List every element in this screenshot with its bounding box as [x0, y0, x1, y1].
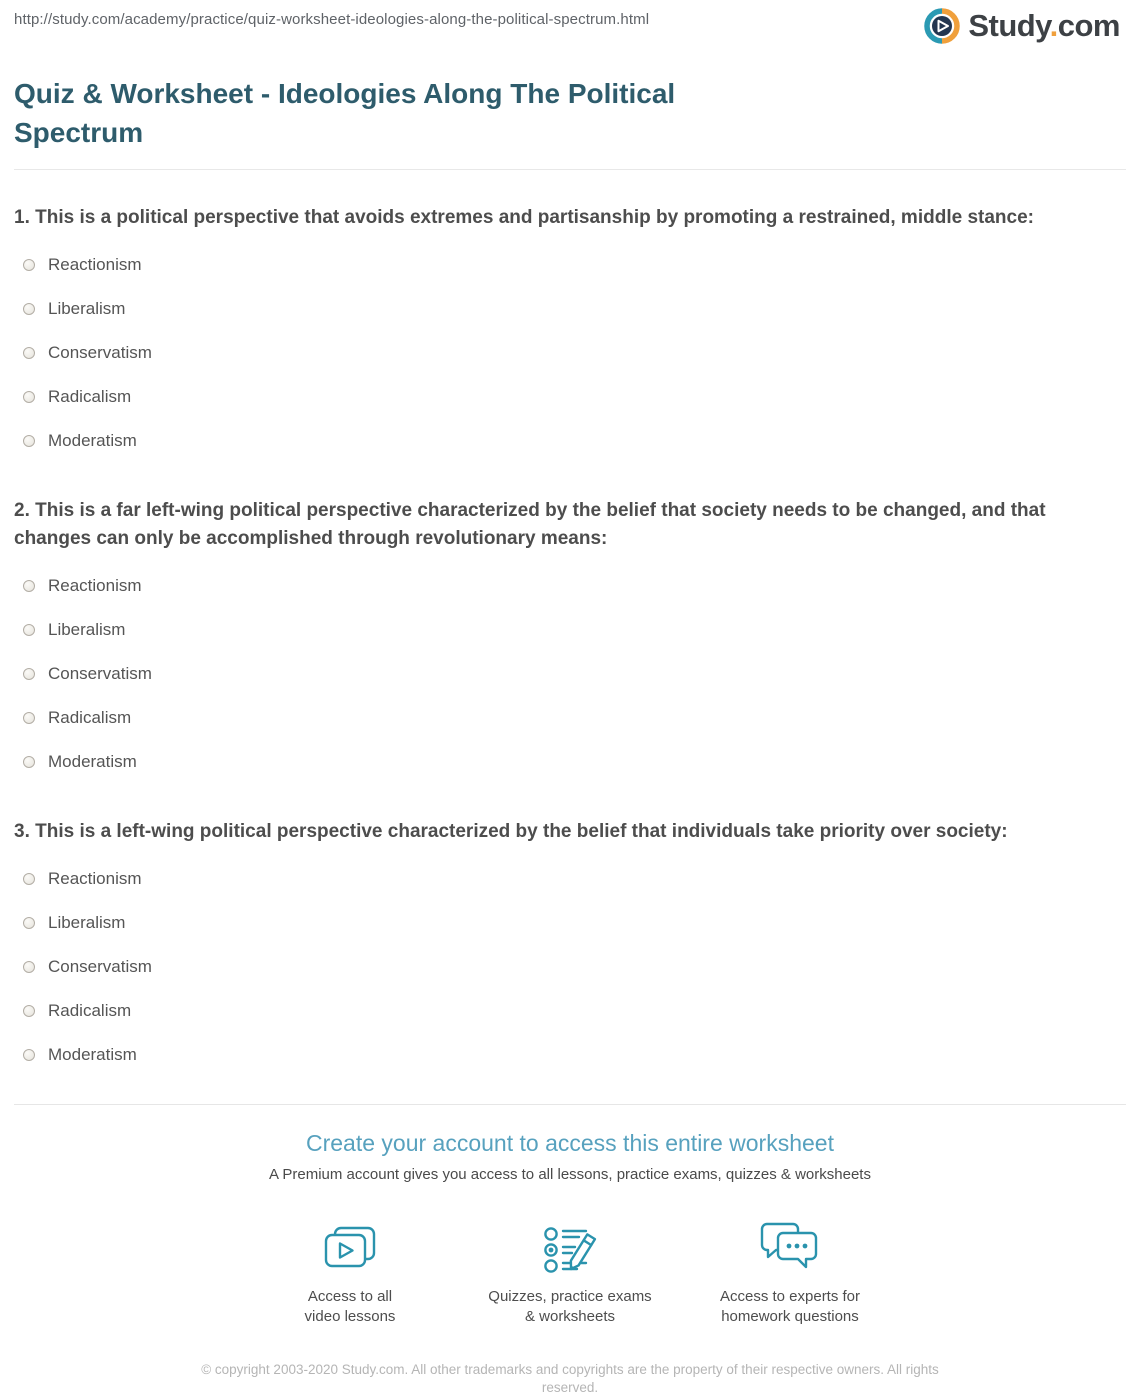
options-list	[14, 564, 1126, 784]
radio-button[interactable]	[23, 624, 35, 636]
cta-title: Create your account to access this entire worksheet	[306, 1130, 834, 1156]
option-row[interactable]	[14, 419, 1126, 463]
radio-button[interactable]	[23, 873, 35, 885]
feature-label: Access to all video lessons	[304, 1288, 396, 1325]
options-list	[14, 243, 1126, 463]
feature-label: Access to experts for homework questions	[719, 1288, 861, 1325]
video-lessons-icon	[240, 1221, 460, 1275]
option-label[interactable]: Conservatism	[48, 957, 152, 976]
option-label[interactable]: Radicalism	[48, 708, 132, 727]
cta-subtitle: A Premium account gives you access to all lessons, practice exams, quizzes & worksheets	[269, 1166, 871, 1183]
option-row[interactable]	[14, 331, 1126, 375]
radio-button[interactable]	[23, 435, 35, 447]
option-label[interactable]: Liberalism	[48, 620, 126, 639]
option-row[interactable]	[14, 989, 1126, 1033]
page-url: http://study.com/academy/practice/quiz-worksheet-ideologies-along-the-political-spectrum.html	[14, 11, 650, 28]
radio-button[interactable]	[23, 1049, 35, 1061]
radio-button[interactable]	[23, 961, 35, 973]
radio-button[interactable]	[23, 712, 35, 724]
option-row[interactable]	[14, 652, 1126, 696]
feature-item	[240, 1221, 460, 1327]
option-row[interactable]	[14, 608, 1126, 652]
feature-item	[460, 1221, 680, 1327]
option-label[interactable]: Reactionism	[48, 869, 142, 888]
footer-divider	[14, 1104, 1126, 1105]
features-row	[14, 1221, 1126, 1327]
study-logo[interactable]	[923, 7, 1120, 45]
option-label[interactable]: Radicalism	[48, 387, 132, 406]
study-logo-icon	[923, 7, 961, 45]
option-label[interactable]: Conservatism	[48, 343, 152, 362]
option-row[interactable]	[14, 945, 1126, 989]
option-row[interactable]	[14, 564, 1126, 608]
radio-button[interactable]	[23, 580, 35, 592]
feature-label: Quizzes, practice exams & worksheets	[488, 1288, 652, 1325]
radio-button[interactable]	[23, 917, 35, 929]
radio-button[interactable]	[23, 1005, 35, 1017]
option-label[interactable]: Reactionism	[48, 576, 142, 595]
option-row[interactable]	[14, 243, 1126, 287]
option-row[interactable]	[14, 740, 1126, 784]
question-text: 3. This is a left-wing political perspective characterized by the belief that individuals take priority over society:	[14, 821, 1008, 842]
option-label[interactable]: Conservatism	[48, 664, 152, 683]
radio-button[interactable]	[23, 756, 35, 768]
question-block	[14, 204, 1126, 463]
questions	[14, 204, 1126, 1077]
question-block	[14, 497, 1126, 784]
expert-chat-icon	[680, 1221, 900, 1275]
radio-button[interactable]	[23, 303, 35, 315]
option-row[interactable]	[14, 1033, 1126, 1077]
question-text: 2. This is a far left-wing political perspective characterized by the belief that society needs to be changed, and that changes can only be accomplished through revolutionary means:	[14, 500, 1046, 549]
quizzes-worksheets-icon	[460, 1221, 680, 1275]
radio-button[interactable]	[23, 347, 35, 359]
options-list	[14, 857, 1126, 1077]
top-bar	[14, 0, 1126, 60]
page-title: Quiz & Worksheet - Ideologies Along The Political Spectrum	[14, 78, 676, 148]
option-row[interactable]	[14, 375, 1126, 419]
option-row[interactable]	[14, 857, 1126, 901]
radio-button[interactable]	[23, 259, 35, 271]
radio-button[interactable]	[23, 391, 35, 403]
option-label[interactable]: Liberalism	[48, 913, 126, 932]
question-block	[14, 818, 1126, 1077]
option-row[interactable]	[14, 287, 1126, 331]
option-label[interactable]: Reactionism	[48, 255, 142, 274]
option-row[interactable]	[14, 901, 1126, 945]
feature-item	[680, 1221, 900, 1327]
option-label[interactable]: Moderatism	[48, 752, 137, 771]
option-label[interactable]: Moderatism	[48, 431, 137, 450]
option-label[interactable]: Liberalism	[48, 299, 126, 318]
title-divider	[14, 169, 1126, 170]
radio-button[interactable]	[23, 668, 35, 680]
option-row[interactable]	[14, 696, 1126, 740]
question-text: 1. This is a political perspective that avoids extremes and partisanship by promoting a restrained, middle stance:	[14, 207, 1034, 228]
option-label[interactable]: Moderatism	[48, 1045, 137, 1064]
study-logo-text: Study.com	[968, 8, 1120, 43]
option-label[interactable]: Radicalism	[48, 1001, 132, 1020]
copyright-text: © copyright 2003-2020 Study.com. All other trademarks and copyrights are the property of their respective owners. All rights reserved.	[201, 1362, 939, 1395]
